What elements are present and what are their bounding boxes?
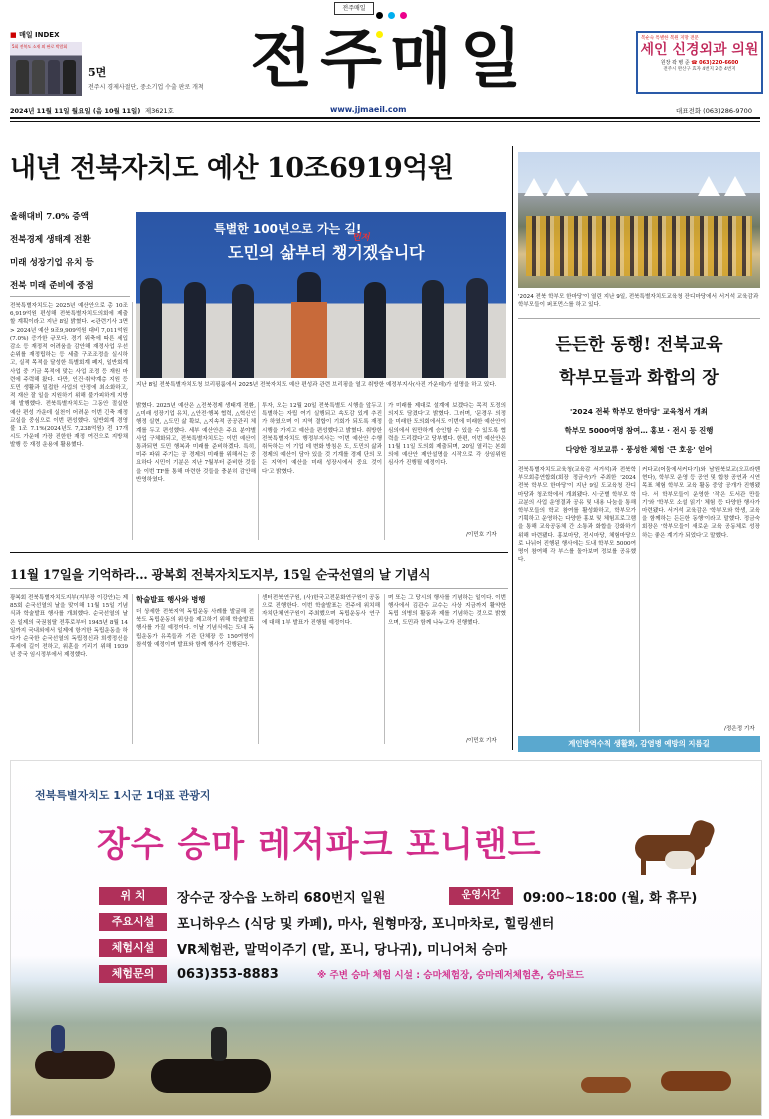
clinic-ad[interactable]: 복순숙 특별한 복원 지망 전문 세인 신경외과 의원 원장 곽 병 준 ☎ 063)220-6600 전주시 완산구 효자 4번지 2층 4번지 bbox=[636, 31, 763, 94]
lead-headline: 내년 전북자치도 예산 10조6919억원 bbox=[10, 153, 454, 184]
second-subhead: 학술발표 행사와 병행 bbox=[136, 595, 206, 604]
index-label: ■ 매일 INDEX bbox=[10, 31, 60, 39]
lead-subhead: 올해대비 7.0% 증액 bbox=[10, 212, 89, 222]
riders-photo bbox=[21, 1001, 341, 1111]
ponyland-ad[interactable] bbox=[10, 760, 762, 1116]
ad-row-value: VR체험관, 말먹이주기 (말, 포니, 당나귀), 미니어처 승마 bbox=[177, 942, 508, 958]
top-label: 전주매일 bbox=[342, 5, 366, 12]
ad-hours-label: 운영시간 bbox=[449, 887, 513, 905]
ad-row-label: 체험문의 bbox=[99, 965, 167, 983]
second-col-1: 광복회 전북특별자치도지부(지부장 이강안)는 제85회 순국선열의 날을 맞이해 11월 15일 기념식과 학술발표 행사를 개최했다. 순국선열의 날은 일제의 국권침탈 전후로부터 1945년 8월 14일까지 국내외에서 일제에 항거한 독립운동을 하다가 순국한 순국선열의 독립정신과 희생정신을 후세에 길이 전하고, 위훈을 기리기 위해 1939년 중국 임시정부에서 제정했다. bbox=[10, 595, 128, 659]
right-subhead: 다양한 정보교류 · 풍성한 체험 '큰 호응' 얻어 bbox=[565, 445, 713, 454]
right-photo[interactable] bbox=[518, 152, 760, 288]
lead-subheads bbox=[10, 206, 130, 298]
photo-handwriting: 먼저 bbox=[352, 233, 370, 243]
phone-line: 대표전화 (063)286-9700 bbox=[676, 107, 752, 115]
right-headline-line2: 학부모들과 화합의 장 bbox=[559, 368, 719, 388]
second-byline: /이민호 기자 bbox=[466, 738, 497, 744]
index-thumbnail[interactable]: 5회 전북도 소재 외 판로 박람회 bbox=[10, 42, 82, 96]
right-subhead: 학부모 5000여명 참여… 홍보 · 전시 등 진행 bbox=[564, 426, 714, 435]
ad-row-label: 체험시설 bbox=[99, 939, 167, 957]
second-col-4: 며 또는 그 당시의 행사를 기념하는 일이다. 이번 행사에서 김관수 교수는 사상 지금까지 활약한 독립 의병의 활동과 제를 기념하는 것으로 밝혔으며, 도민과 함께 나누고자 진행했다. bbox=[388, 595, 506, 626]
website-link[interactable]: www.jjmaeil.com bbox=[330, 105, 407, 114]
lead-subhead: 전북 미래 준비에 중점 bbox=[10, 281, 94, 291]
lead-subhead: 전북경제 생태계 전환 bbox=[10, 235, 91, 245]
horses-field bbox=[571, 1057, 751, 1107]
pony-illustration bbox=[625, 821, 735, 877]
masthead-rule-thin bbox=[10, 121, 760, 122]
ad-row-label: 위 치 bbox=[99, 887, 167, 905]
right-col-2: 커다교(어둠에서커다기)와 남원북보교(오프라벤현다), 학부모 운영 등 공연 및 합창 공연과 시연 목표 체험 학부모 교육 활동 중앙 공개가 진행됐다. 서 학부모들이 운영한 '작은 도서관 만들기'와 '학부모 소설 읽기' 체험 등 다양한 행사가 마련됐다. 서거석 교육감은 '학부모와 학생, 교육을 함께하는 든든한 동행'이라고 말했다. 정금숙 회장은 '학부모들이 새로운 교육 공동체로 성장하는 좋은 계기가 되었다'고 말했다. bbox=[642, 467, 760, 539]
second-headline: 11월 17일을 기억하라… 광복회 전북자치도지부, 15일 순국선열의 날 기념식 bbox=[10, 567, 431, 582]
newspaper-title: 전주매일 bbox=[250, 23, 530, 97]
ad-tagline: 전북특별자치도 1시군 1대표 관광지 bbox=[35, 789, 211, 802]
index-caption: 전주시 경제사절단, 중소기업 수출 판로 개척 bbox=[88, 84, 204, 91]
color-registration-marks bbox=[376, 4, 416, 12]
ad-note: ※ 주변 승마 체험 시설 : 승마체험장, 승마레저체험촌, 승마로드 bbox=[317, 970, 584, 981]
right-subhead: '2024 전북 학부모 한마당' 교육청서 개최 bbox=[570, 407, 708, 416]
lead-photo-caption: 지난 8일 전북특별자치도청 브리핑룸에서 2025년 전북자치도 예산 편성과 관련 브리핑을 열고 취방한 예정부지사(사진 가운데)가 설명을 하고 있다. bbox=[136, 382, 497, 388]
ad-info-table bbox=[99, 883, 719, 987]
ad-hours-value: 09:00~18:00 (월, 화 휴무) bbox=[523, 890, 698, 906]
second-col-2: 더 상세한 전북지역 독립운동 사례를 발굴해 전북도 독립운동의 위상을 제고하기 위해 학술발표 행사를 가질 예정이다. 이날 기념식에는 도내 독립운동가 유족들과 기관 단체장 등 150여명이 참석할 예정이며 발표와 함께 행사가 진행된다. bbox=[136, 609, 254, 648]
index-page: 5면 bbox=[88, 66, 107, 79]
photo-banner-line2: 도민의 삶부터 챙기겠습니다 bbox=[228, 243, 425, 262]
masthead-rule bbox=[10, 117, 760, 119]
lead-col-3: 투자, 오는 12월 20일 전북특별도 시행을 앞두고 특별하는 자립 여기 실행되고 속도감 있게 추진 가 하였으며 이 지역 결합이 기회가 되도록 재정 시행을 가지고 예산을 편성했다고 밝혔다. 취방한 전북특별자치도 행정부지사는 '이번 예산안 수행 취득하는 이 기업 데 변화 방침은 도, 도민의 삶과 경제의 예산이 담아 있을 것 기계를 경제 단의 모든 지역이 예산을 미래 성장시에서 중요 것이다'고 밝혔다. bbox=[262, 403, 382, 475]
lead-col-4: 가 미래를 제대로 설계에 보겠다는 목적 도정의 의지도 담겼다'고 밝혔다. 그러며, '문경우 의정을 미래한 도의회에서도 이번에 미래한 예산안이 심의에서 원만하게 승인할 수 있을 수 있도록 협력을 드리겠다'고 당부했다. 한편, 이번 예산안은 11월 11일 도의회 제출되며, 20일 열리는 본회의에 예산안 제안설명을 시작으로 각 상임위원 심사가 진행될 예정이다. bbox=[388, 403, 506, 467]
lead-subhead: 미래 성장기업 유치 등 bbox=[10, 258, 94, 268]
right-photo-caption: '2024 전북 학부모 한마당'이 열린 지난 9일, 전북특별자치도교육청 잔디마당에서 서거석 교육감과 학부모들이 퍼포먼스를 하고 있다. bbox=[518, 294, 759, 308]
lead-col-1: 전북특별자치도는 2025년 예산안으로 총 10조6,919억원 편성해 전북특별자치도의회에 제출할 계획이라고 지난 8일 밝혔다. <관련기사 3면> 2024년 예산 9조9,909억원 대비 7,011억원(7.0%) 증가한 규모다. 경기 위축에 따른 세입 감소 등 재정적 어려움을 감안해 재정사업 우선순위를 재정립하는 등 세출 구조조정을 실시하고, 실적 목적을 달성한 특별회계 폐지, 일반회계 사업 중 기금 목적에 맞는 사업 조정 등 재원 마련에 주력해 왔다. 다만, 인건·취약계층 지원 등 도민 생활과 밀접한 사업의 안정에 최소화하고, 적 재산 잘 일을 지원하기 위해 불가피하게 지방채 발행했다. 전북특별자치도는 그동안 절실한 예산 편성 가운데 실천이 어려운 이번 긴축 재정 교실을 중심으로 이번 편성했다. 일반회계 경영 불 1조 7.1%(2024년도 7,238억원) 전 17개 시도 가운데 가장 진한한 재정 여건으로 지방채 발행 등 재정 운용에 활용했다. bbox=[10, 303, 128, 449]
lead-photo[interactable] bbox=[136, 212, 506, 378]
ad-row-value: 장수군 장수읍 노하리 680번지 일원 bbox=[177, 890, 386, 906]
second-col-3: 센터전북연구원, (사)한국고전문화연구원이 공동으로 진행한다. 이번 학술발표는 전주에 위치해 자치단체연구원이 주최했으며 독립운동사 연구에 대해 1부 발표가 진행될 예정이다. bbox=[262, 595, 380, 626]
right-subheads bbox=[518, 402, 760, 459]
right-byline: /정은정 기자 bbox=[724, 726, 755, 732]
date-line: 2024년 11월 11일 월요일 (음 10월 11일) 제3621호 bbox=[10, 107, 174, 115]
ad-row-value: 063)353-8883 bbox=[177, 966, 279, 982]
right-headline-line1: 든든한 동행! 전북교육 bbox=[555, 335, 723, 355]
top-label-box bbox=[334, 2, 374, 15]
right-col-1: 전북특별자치도교육청(교육감 서거석)과 전북학부모회총연합회(회장 정금숙)가 주최한 '2024 전북 학부모 한마당'이 지난 9일 도교육청 잔디마당과 청조학에서 개최됐다. 시·군별 학부모 학교분의 사업 운영결과 공유 및 내용 나눔을 통해 학부모들의 학교 참여를 활성화하고, 학부모가 기획하고 운영하는 다양한 홍보 및 체험프로그램을 통해 교육공동체 간 소통과 화합을 강화하기 위해 마련됐다. 홍보마당, 전시마당, 체험마당으로 나뉘어 진행된 행사에는 도내 학부모 5000여명이 참여해 각 부스를 돌아보며 정보를 공유했다. bbox=[518, 467, 636, 564]
photo-banner-line1: 특별한 100년으로 가는 길! bbox=[214, 222, 362, 236]
notice-bar: 계인방역수칙 생활화, 감염병 예방의 지름길 bbox=[518, 736, 760, 752]
lead-col-2: 밝혔다. 2025년 예산은 △전북경제 생태계 전환, △미래 성장기업 유치, △안전·행복 협력, △혁신인 행정 실현, △도민 삶 확보, △지속적 공공관리 체계를 두고 편성했다. 세부 예산안은 주요 분야별 사업 구체화되고, 전북특별자치도는 이번 예산이 통과되면 도민 행복과 미래를 준비하겠다. 특히, 미주 파워 주기는 공 경제의 미래를 위해서는 중요하다 시민이 기분은 지난 7월부터 준비한 것들을 이번 TF를 통해 마련한 것들을 충분히 감안해 반영하였다. bbox=[136, 403, 256, 483]
ad-title: 장수 승마 레저파크 포니랜드 bbox=[97, 825, 542, 865]
ad-row-value: 포니하우스 (식당 및 카페), 마사, 원형마장, 포니마차로, 힐링센터 bbox=[177, 916, 555, 932]
lead-byline: /이민호 기자 bbox=[466, 532, 497, 538]
ad-row-label: 주요시설 bbox=[99, 913, 167, 931]
